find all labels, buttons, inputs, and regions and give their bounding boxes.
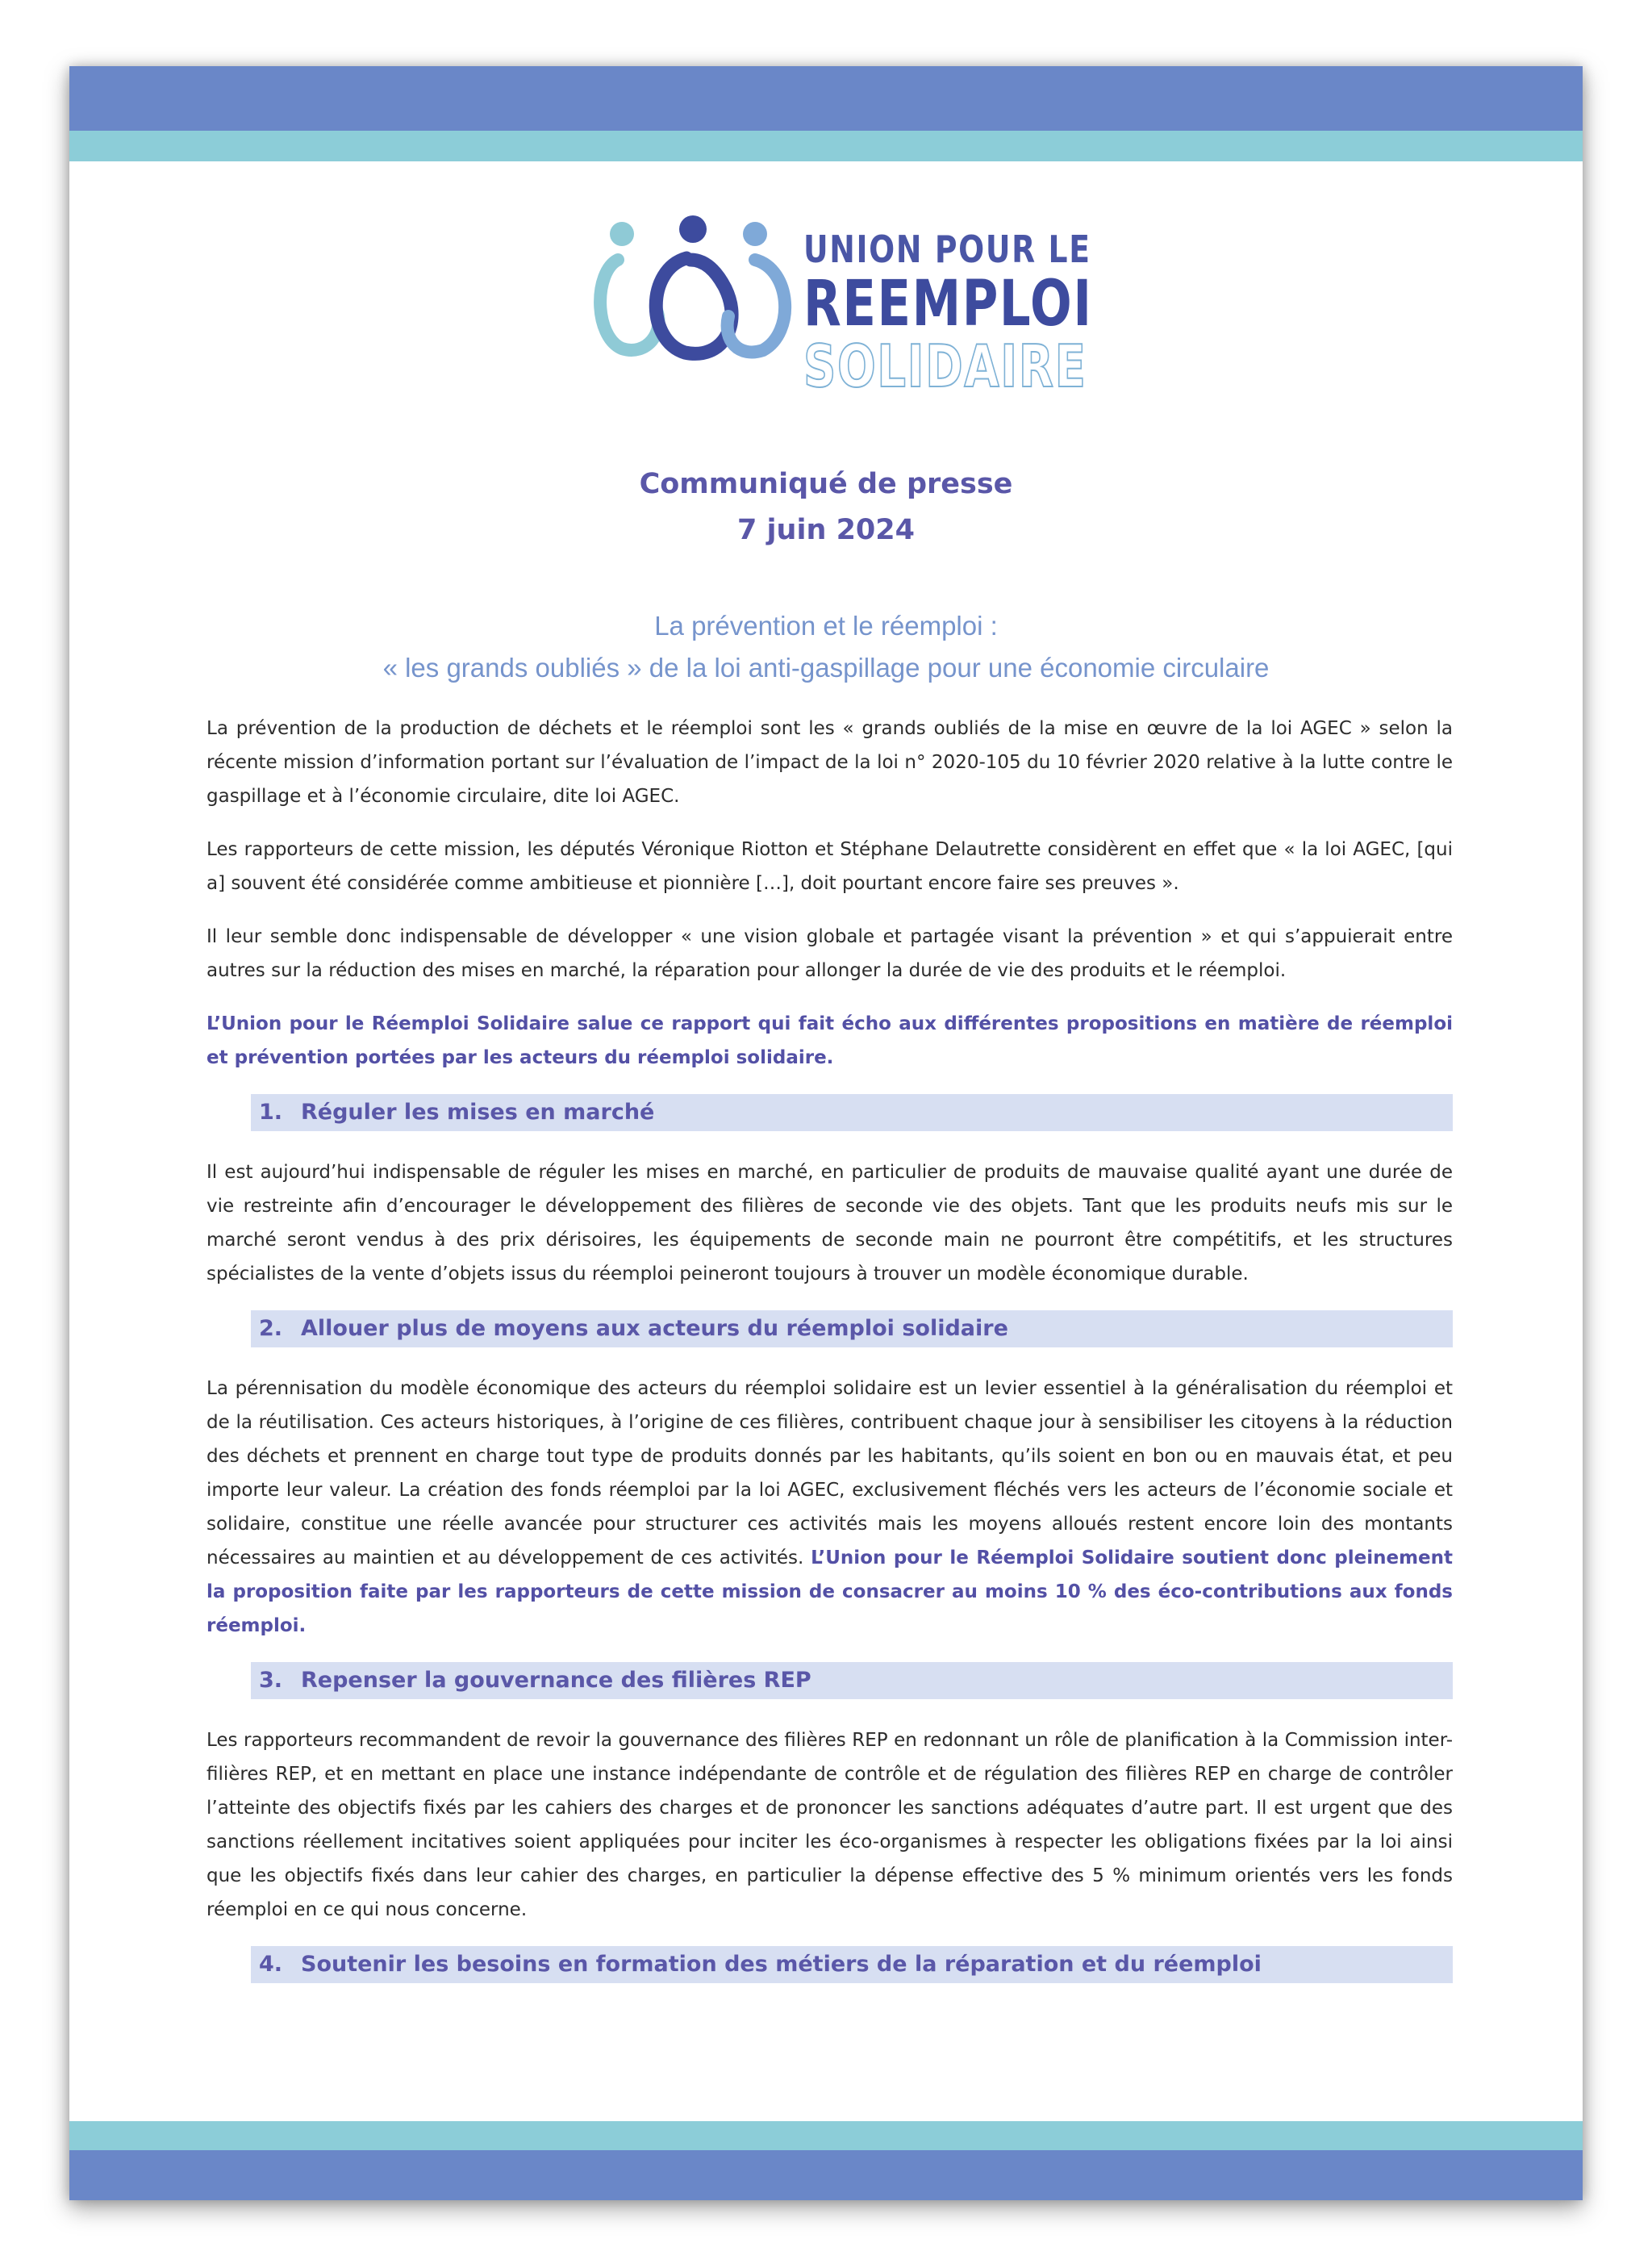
title-line1: La prévention et le réemploi : (654, 611, 998, 641)
section-number: 1. (259, 1100, 283, 1125)
top-band-dark (69, 66, 1583, 131)
press-label: Communiqué de presse (639, 468, 1013, 500)
section-title: Réguler les mises en marché (301, 1100, 655, 1125)
logo-text-line1: UNION POUR LE (803, 228, 1091, 271)
press-header (69, 462, 1583, 553)
section-number: 2. (259, 1316, 283, 1341)
intro-highlight-paragraph: L’Union pour le Réemploi Solidaire salue ce rapport qui fait écho aux différentes propositions en matière de réemploi et prévention portées par les acteurs du réemploi solidaire. (206, 1013, 1453, 1068)
section-title: Soutenir les besoins en formation des métiers de la réparation et du réemploi (301, 1952, 1262, 1977)
section-title: Allouer plus de moyens aux acteurs du réemploi solidaire (301, 1316, 1008, 1341)
section-heading-3 (251, 1662, 1453, 1699)
intro-paragraph-1: La prévention de la production de déchets et le réemploi sont les « grands oubliés de la mise en œuvre de la loi AGEC » selon la récente mission d’information portant sur l’évaluation de l’impact de la loi n° 2020-105 du 10 février 2020 relative à la lutte contre le gaspillage et à l’économie circulaire, dite loi AGEC. (206, 718, 1453, 807)
section-3-text: Les rapporteurs recommandent de revoir la gouvernance des filières REP en redonnant un rôle de planification à la Commission inter-filières REP, et en mettant en place une instance indépendante de contrôle et de régulation des filières REP en charge de contrôler l’atteinte des objectifs fixés par les cahiers des charges et de prononcer les sanctions adéquates d’autre part. Il est urgent que des sanctions réellement incitatives soient appliquées pour inciter les éco-organismes à respecter les obligations fixées par la loi ainsi que les objectifs fixés dans leur cahier des charges, en particulier la dépense effective des 5 % minimum orientés vers les fonds réemploi en ce qui nous concerne. (206, 1730, 1453, 1920)
logo-text-line3: SOLIDAIRE (803, 332, 1087, 400)
section-heading-4 (251, 1946, 1453, 1983)
section-2-text (206, 1372, 1453, 1643)
section-title: Repenser la gouvernance des filières REP (301, 1668, 811, 1693)
union-reemploi-solidaire-logo (590, 211, 1138, 429)
intro-paragraph-3: Il leur semble donc indispensable de développer « une vision globale et partagée visant la prévention » et qui s’appuierait entre autres sur la réduction des mises en marché, la réparation pour allonger la durée de vie des produits et le réemploi. (206, 926, 1453, 981)
press-release-page (69, 66, 1583, 2200)
section-heading-2 (251, 1310, 1453, 1347)
top-band-light (69, 131, 1583, 161)
title-line2: « les grands oubliés » de la loi anti-gaspillage pour une économie circulaire (382, 653, 1270, 683)
document-title (69, 605, 1583, 689)
section-2-body: La pérennisation du modèle économique des acteurs du réemploi solidaire est un levier essentiel à la généralisation du réemploi et de la réutilisation. Ces acteurs historiques, à l’origine de ces filières, contribuent chaque jour à sensibiliser les citoyens à la réduction des déchets et prennent en charge tout type de produits donnés par les habitants, qu’ils soient en bon ou en mauvais état, et peu importe leur valeur. La création des fonds réemploi par la loi AGEC, exclusivement fléchés vers les acteurs de l’économie sociale et solidaire, constitue une réelle avancée pour structurer ces activités mais les moyens alloués restent encore loin des montants nécessaires au maintien et au développement de ces activités. (206, 1378, 1453, 1568)
press-date: 7 juin 2024 (737, 514, 915, 546)
section-2-highlight: L’Union pour le Réemploi Solidaire soutient donc pleinement la proposition faite par les rapporteurs de cette mission de consacrer au moins 10 % des éco-contributions aux fonds réemploi. (206, 1548, 1453, 1636)
bottom-band-dark (69, 2150, 1583, 2200)
section-number: 4. (259, 1952, 283, 1977)
logo-text-line2: REEMPLOI (803, 268, 1093, 340)
section-number: 3. (259, 1668, 283, 1693)
section-1-text: Il est aujourd’hui indispensable de réguler les mises en marché, en particulier de produits de mauvaise qualité ayant une durée de vie restreinte afin d’encourager le développement des filières de seconde vie des objets. Tant que les produits neufs mis sur le marché seront vendus à des prix dérisoires, les équipements de seconde main ne pourront être compétitifs, et les structures spécialistes de la vente d’objets issus du réemploi peineront toujours à trouver un modèle économique durable. (206, 1162, 1453, 1284)
section-heading-1 (251, 1094, 1453, 1131)
intro-paragraph-2: Les rapporteurs de cette mission, les députés Véronique Riotton et Stéphane Delautrette considèrent en effet que « la loi AGEC, [qui a] souvent été considérée comme ambitieuse et pionnière […], doit pourtant encore faire ses preuves ». (206, 839, 1453, 894)
document-body (206, 712, 1453, 2007)
people-circle-logo-icon (590, 211, 824, 429)
bottom-band-light (69, 2121, 1583, 2150)
